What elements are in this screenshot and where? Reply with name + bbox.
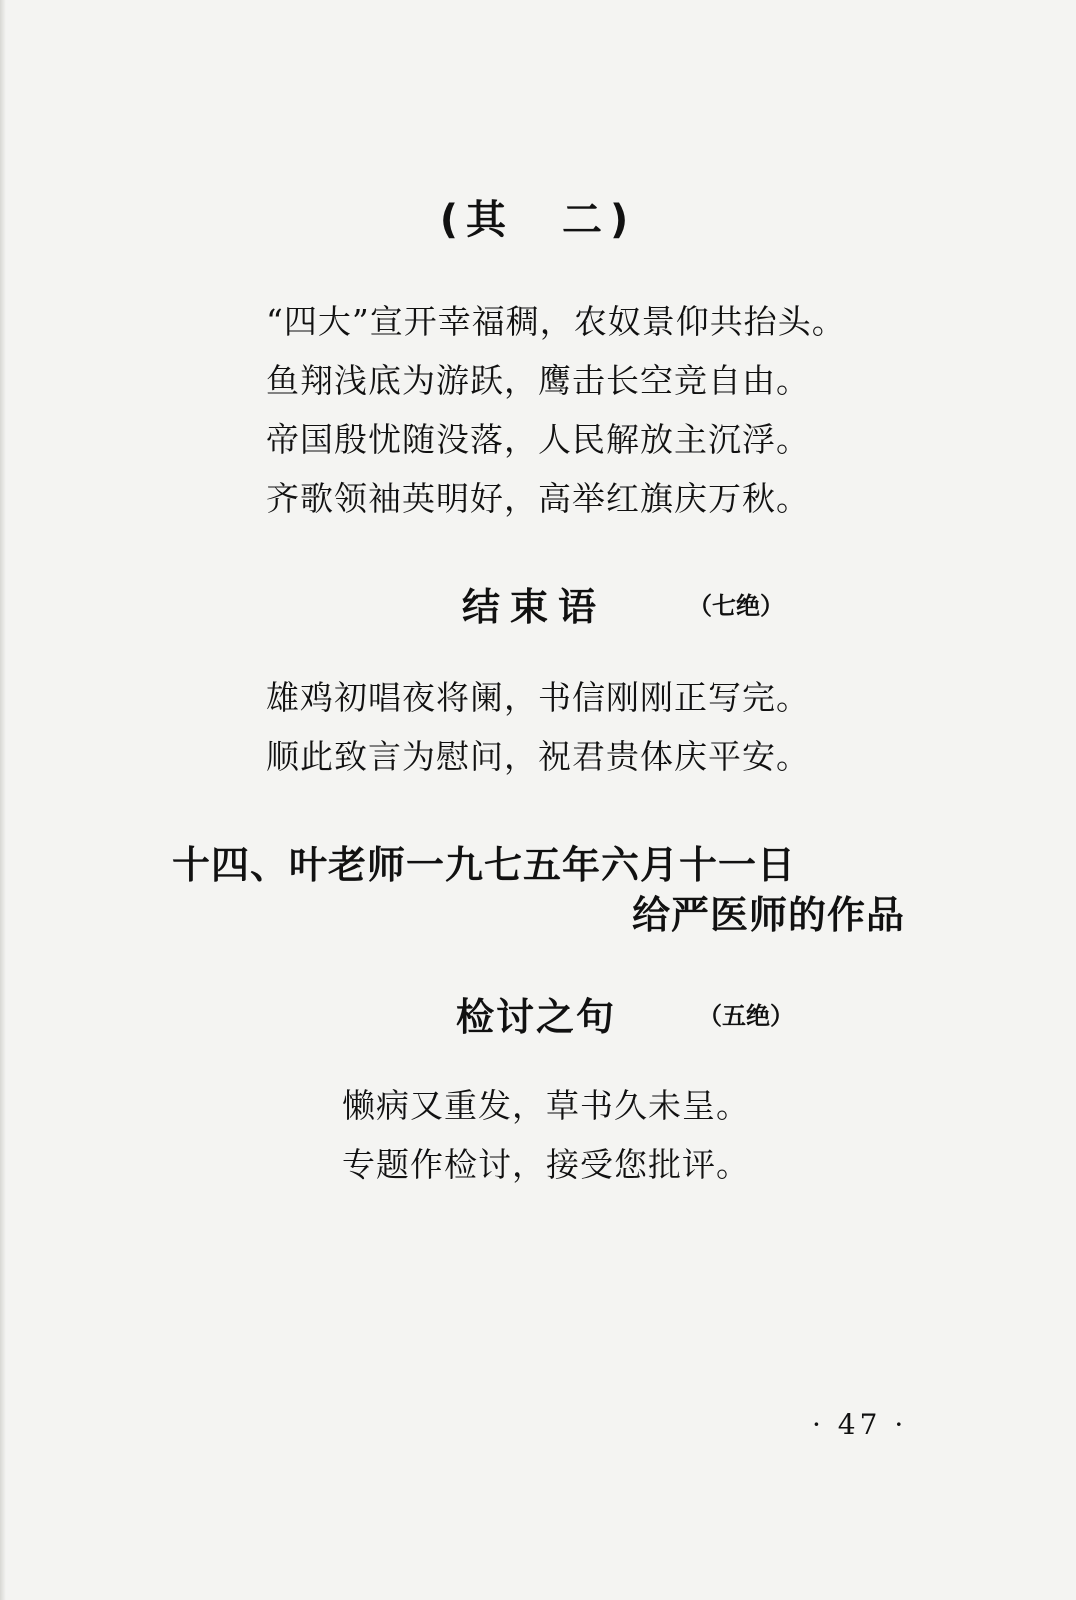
section-heading-line2: 给严医师的作品 bbox=[632, 893, 906, 937]
poem-line: “四大”宣开幸福稠，农奴景仰共抬头。 bbox=[266, 302, 846, 341]
ending-form-note: （七绝） bbox=[688, 591, 784, 620]
review-title: 检讨之句 bbox=[456, 995, 617, 1039]
poem-line: 帝国殷忧随没落，人民解放主沉浮。 bbox=[266, 420, 810, 459]
poem-heading: (其 二) bbox=[439, 197, 637, 243]
review-poem bbox=[342, 1076, 750, 1194]
ending-poem bbox=[266, 668, 810, 786]
poem-line: 雄鸡初唱夜将阑，书信刚刚正写完。 bbox=[266, 678, 810, 717]
poem-line: 齐歌领袖英明好，高举红旗庆万秋。 bbox=[266, 479, 810, 518]
page-number: · 47 · bbox=[812, 1408, 908, 1441]
poem-line: 专题作检讨，接受您批评。 bbox=[342, 1145, 750, 1184]
poem-line: 懒病又重发，草书久未呈。 bbox=[342, 1086, 750, 1125]
poem-line: 顺此致言为慰问，祝君贵体庆平安。 bbox=[266, 737, 810, 776]
review-form-note: （五绝） bbox=[698, 1001, 794, 1030]
ending-title: 结束语 bbox=[462, 585, 607, 629]
section-heading-line1: 十四、叶老师一九七五年六月十一日 bbox=[172, 843, 797, 887]
poem-line: 鱼翔浅底为游跃，鹰击长空竞自由。 bbox=[266, 361, 810, 400]
poem-qier bbox=[266, 292, 846, 528]
